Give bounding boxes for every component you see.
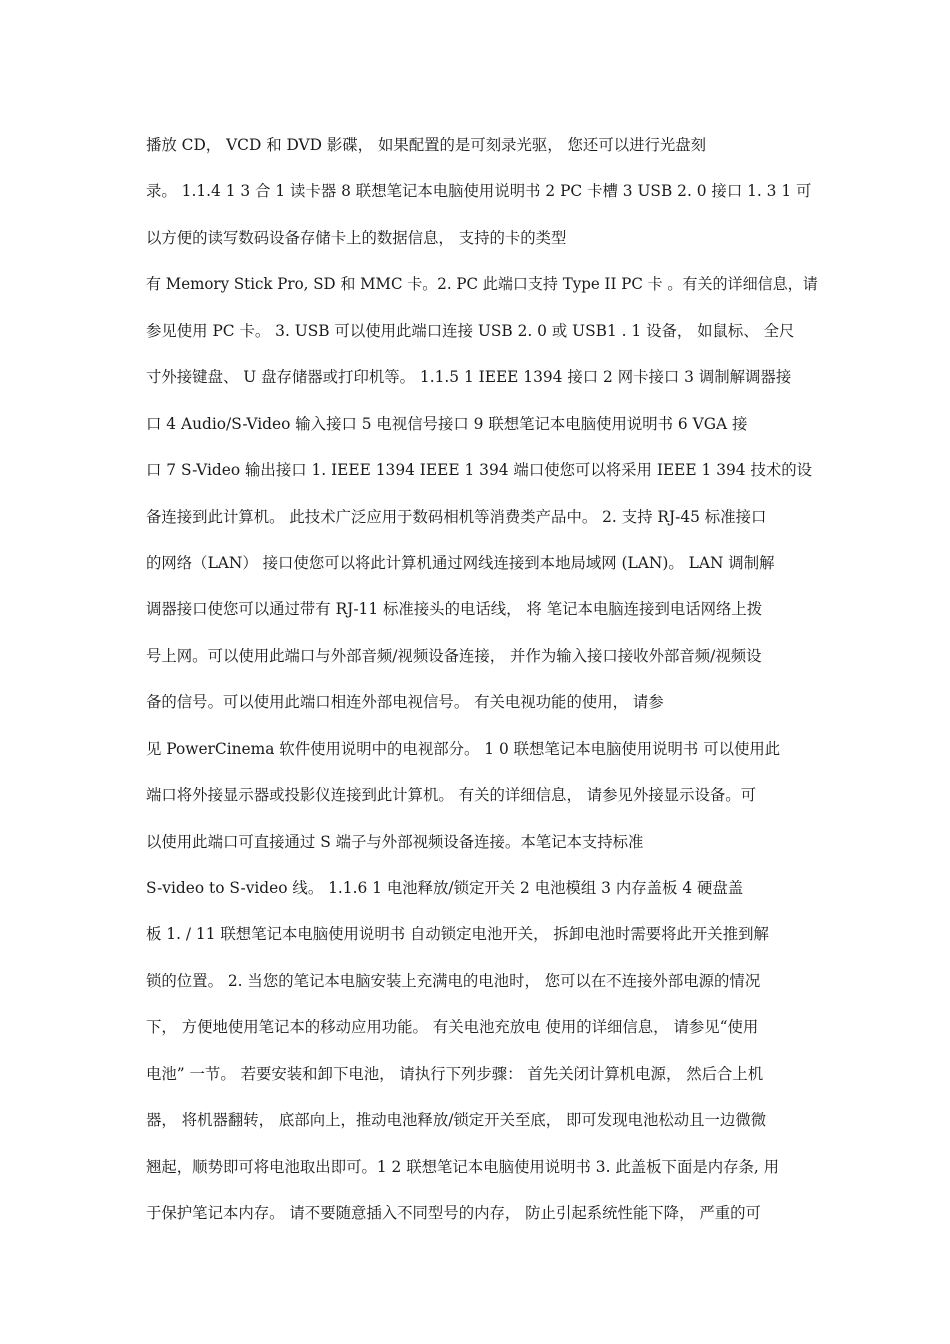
text-line: 口 7 S-Video 输出接口 1. IEEE 1394 IEEE 1 394 端口使您可以将采用 IEEE 1 394 技术的设: [146, 461, 813, 480]
text-line: 于保护笔记本内存。 请不要随意插入不同型号的内存， 防止引起系统性能下降， 严重的可: [146, 1204, 761, 1223]
text-line: 电池” 一节。 若要安装和卸下电池， 请执行下列步骤： 首先关闭计算机电源， 然后合上机: [146, 1064, 764, 1083]
text-line: 下， 方便地使用笔记本的移动应用功能。 有关电池充放电 使用的详细信息， 请参见“使用: [146, 1018, 759, 1037]
body-text: [146, 127, 816, 1242]
text-line: 板 1. / 11 联想笔记本电脑使用说明书 自动锁定电池开关， 拆卸电池时需要将此开关推到解: [146, 925, 769, 944]
text-line: 锁的位置。 2. 当您的笔记本电脑安装上充满电的电池时， 您可以在不连接外部电源的情况: [146, 971, 761, 990]
text-line: 翘起，顺势即可将电池取出即可。1 2 联想笔记本电脑使用说明书 3. 此盖板下面是内存条, 用: [146, 1157, 780, 1176]
text-line: 有 Memory Stick Pro, SD 和 MMC 卡。2. PC 此端口支持 Type II PC 卡 。有关的详细信息，请: [146, 275, 818, 294]
text-line: 口 4 Audio/S-Video 输入接口 5 电视信号接口 9 联想笔记本电脑使用说明书 6 VGA 接: [146, 414, 748, 433]
text-line: 端口将外接显示器或投影仪连接到此计算机。 有关的详细信息， 请参见外接显示设备。可: [146, 786, 757, 805]
text-line: 以使用此端口可直接通过 S 端子与外部视频设备连接。本笔记本支持标准: [146, 832, 644, 851]
text-line: 见 PowerCinema 软件使用说明中的电视部分。 1 0 联想笔记本电脑使用说明书 可以使用此: [146, 739, 781, 758]
text-line: 调器接口使您可以通过带有 RJ-11 标准接头的电话线， 将 笔记本电脑连接到电话网络上拨: [146, 600, 763, 619]
text-line: S-video to S-video 线。 1.1.6 1 电池释放/锁定开关 2 电池模组 3 内存盖板 4 硬盘盖: [146, 879, 744, 897]
text-line: 参见使用 PC 卡。 3. USB 可以使用此端口连接 USB 2. 0 或 USB1 . 1 设备， 如鼠标、 全尺: [146, 321, 795, 340]
text-line: 录。 1.1.4 1 3 合 1 读卡器 8 联想笔记本电脑使用说明书 2 PC 卡槽 3 USB 2. 0 接口 1. 3 1 可: [146, 182, 812, 201]
text-line: 寸外接键盘、 U 盘存储器或打印机等。 1.1.5 1 IEEE 1394 接口 2 网卡接口 3 调制解调器接: [146, 368, 792, 387]
text-line: 以方便的读写数码设备存储卡上的数据信息， 支持的卡的类型: [146, 228, 567, 247]
text-line: 的网络（LAN） 接口使您可以将此计算机通过网线连接到本地局域网 (LAN)。 LAN 调制解: [146, 553, 775, 572]
text-line: 备连接到此计算机。 此技术广泛应用于数码相机等消费类产品中。 2. 支持 RJ-45 标准接口: [146, 507, 767, 526]
text-line: 器， 将机器翻转， 底部向上，推动电池释放/锁定开关至底， 即可发现电池松动且一边微微: [146, 1111, 767, 1130]
text-line: 播放 CD， VCD 和 DVD 影碟， 如果配置的是可刻录光驱， 您还可以进行光盘刻: [146, 136, 707, 154]
text-line: 备的信号。可以使用此端口相连外部电视信号。 有关电视功能的使用， 请参: [146, 693, 664, 712]
text-line: 号上网。可以使用此端口与外部音频/视频设备连接， 并作为输入接口接收外部音频/视频设: [146, 646, 762, 665]
